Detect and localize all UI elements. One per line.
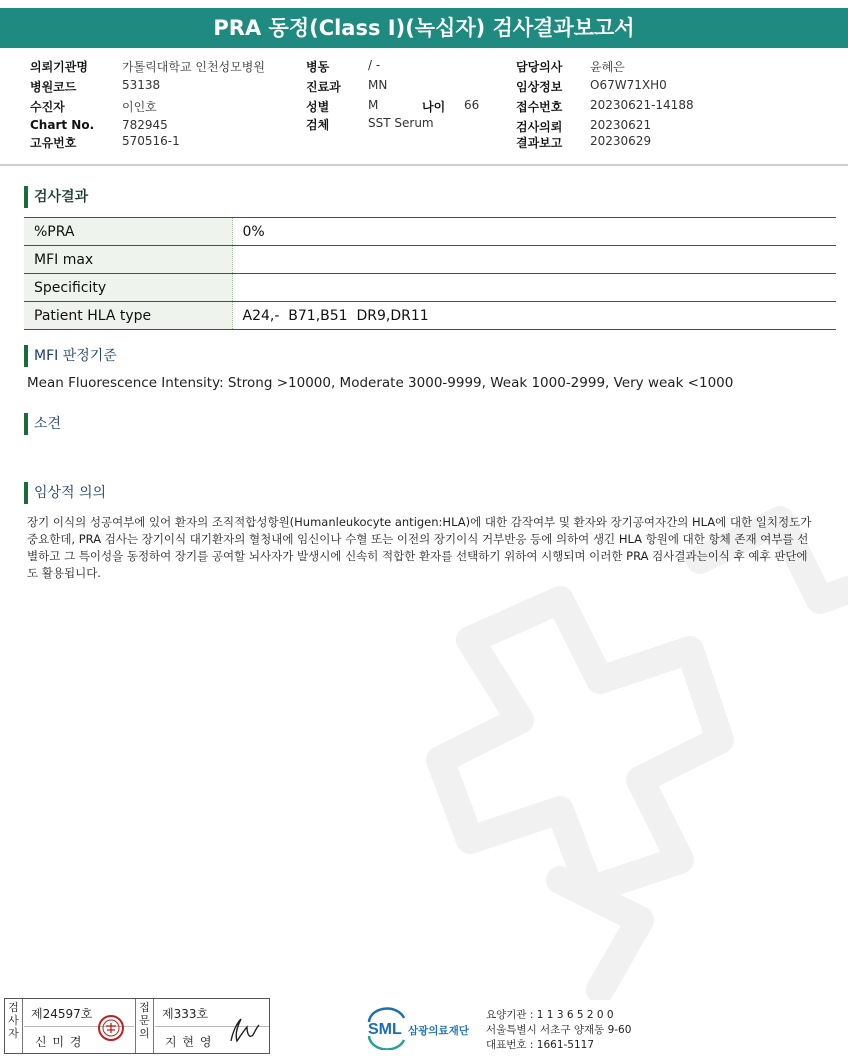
value-specimen: SST Serum bbox=[368, 116, 434, 130]
label-doctor: 담당의사 bbox=[516, 60, 563, 74]
value-receipt-no: 20230621-14188 bbox=[590, 98, 694, 112]
label-patient: 수진자 bbox=[30, 100, 65, 114]
label-sex: 성별 bbox=[306, 100, 330, 114]
value-patient: 이인호 bbox=[122, 100, 157, 114]
section-title-opinion: 소견 bbox=[24, 413, 61, 435]
clinical-significance-text: 장기 이식의 성공여부에 있어 환자의 조직적합성항원(Humanleukocyte antigen:HLA)에 대한 감작여부 및 환자와 장기공여자간의 HLA에 대한 일치정도가 중요한데, PRA 검사는 장기이식 대기환자의 혈청내에 임신이나 수혈 또는 이전의 장기이식 거부반응 등에 의하여 생긴 HLA 항원에 대한 항체 존재 여부를 선별하고 그 특이성을 동정하여 장기를 공여할 뇌사자가 발생시에 신속히 적합한 환자를 선택하기 위하여 시행되며 이러한 PRA 검사결과는이식 후 예후 판단에도 활용됩니다. bbox=[27, 515, 812, 580]
org-name: 삼광의료재단 bbox=[408, 1025, 469, 1037]
inspector-label bbox=[5, 999, 23, 1053]
section-title-clinical-significance: 임상적 의의 bbox=[24, 482, 106, 504]
label-department: 진료과 bbox=[306, 80, 341, 94]
label-chart-no: Chart No. bbox=[30, 118, 95, 132]
result-value-pra: 0% bbox=[232, 218, 836, 246]
mfi-criteria-text: Mean Fluorescence Intensity: Strong >10000, Moderate 3000-9999, Weak 1000-2999, Very weak <1000 bbox=[27, 375, 734, 391]
label-specimen: 검체 bbox=[306, 118, 330, 132]
table-row bbox=[24, 274, 836, 302]
report-title: PRA 동정(Class I)(녹십자) 검사결과보고서 bbox=[0, 8, 848, 48]
org-code: 요양기관 : 1 1 3 6 5 2 0 0 bbox=[486, 1009, 614, 1021]
result-label-pra: %PRA bbox=[24, 218, 232, 246]
signature-box bbox=[4, 998, 270, 1054]
value-ward: / - bbox=[368, 58, 381, 72]
label-ward: 병동 bbox=[306, 60, 330, 74]
specialist-label-char: 접 bbox=[139, 1001, 150, 1014]
inspector-name: 신 미 경 bbox=[35, 1035, 83, 1049]
result-label-hla-type: Patient HLA type bbox=[24, 302, 232, 330]
result-label-specificity: Specificity bbox=[24, 274, 232, 302]
header-divider bbox=[0, 164, 848, 166]
value-doctor: 윤혜은 bbox=[590, 60, 625, 74]
org-phone: 대표번호 : 1661-5117 bbox=[486, 1039, 595, 1051]
label-receipt-no: 접수번호 bbox=[516, 100, 563, 114]
results-table bbox=[24, 217, 836, 330]
result-label-mfi-max: MFI max bbox=[24, 246, 232, 274]
table-row bbox=[24, 246, 836, 274]
section-title-results: 검사결과 bbox=[24, 186, 88, 208]
value-test-request: 20230621 bbox=[590, 118, 652, 132]
value-sex: M bbox=[368, 98, 379, 112]
label-unique-id: 고유번호 bbox=[30, 136, 77, 150]
result-value-specificity bbox=[232, 274, 836, 302]
value-unique-id: 570516-1 bbox=[122, 134, 180, 148]
value-hospital-code: 53138 bbox=[122, 78, 161, 92]
logo-text: SML bbox=[368, 1021, 402, 1038]
value-requesting-institution: 가톨릭대학교 인천성모병원 bbox=[122, 60, 265, 74]
label-test-request: 검사의뢰 bbox=[516, 120, 563, 134]
label-clinical-info: 임상정보 bbox=[516, 80, 563, 94]
label-age: 나이 bbox=[422, 100, 446, 114]
seal-stamp-icon bbox=[98, 1015, 124, 1041]
sml-logo-icon bbox=[366, 1006, 484, 1050]
inspector-label-char: 검 bbox=[8, 1001, 19, 1014]
value-chart-no: 782945 bbox=[122, 118, 168, 132]
org-address: 서울특별시 서초구 양재동 9-60 bbox=[486, 1024, 632, 1036]
specialist-label bbox=[136, 999, 154, 1053]
patient-info-block bbox=[0, 52, 848, 152]
specialist-label-char: 의 bbox=[139, 1027, 150, 1040]
section-title-mfi-criteria: MFI 판정기준 bbox=[24, 345, 117, 367]
organization-info bbox=[486, 1008, 631, 1053]
label-result-report: 결과보고 bbox=[516, 136, 563, 150]
result-value-mfi-max bbox=[232, 246, 836, 274]
value-age: 66 bbox=[464, 98, 480, 112]
inspector-label-char: 사 bbox=[8, 1014, 19, 1027]
table-row bbox=[24, 218, 836, 246]
inspector-license-no: 제24597호 bbox=[31, 1007, 93, 1021]
label-requesting-institution: 의뢰기관명 bbox=[30, 60, 88, 74]
specialist-license-no: 제333호 bbox=[162, 1007, 209, 1021]
value-department: MN bbox=[368, 78, 388, 92]
inspector-label-char: 자 bbox=[8, 1027, 19, 1040]
table-row bbox=[24, 302, 836, 330]
specialist-name: 지 현 영 bbox=[165, 1035, 213, 1049]
specialist-label-char: 문 bbox=[139, 1014, 150, 1027]
value-clinical-info: O67W71XH0 bbox=[590, 78, 667, 92]
value-result-report: 20230629 bbox=[590, 134, 652, 148]
signature-icon bbox=[223, 1013, 263, 1049]
result-value-hla-type: A24,- B71,B51 DR9,DR11 bbox=[232, 302, 836, 330]
label-hospital-code: 병원코드 bbox=[30, 80, 77, 94]
